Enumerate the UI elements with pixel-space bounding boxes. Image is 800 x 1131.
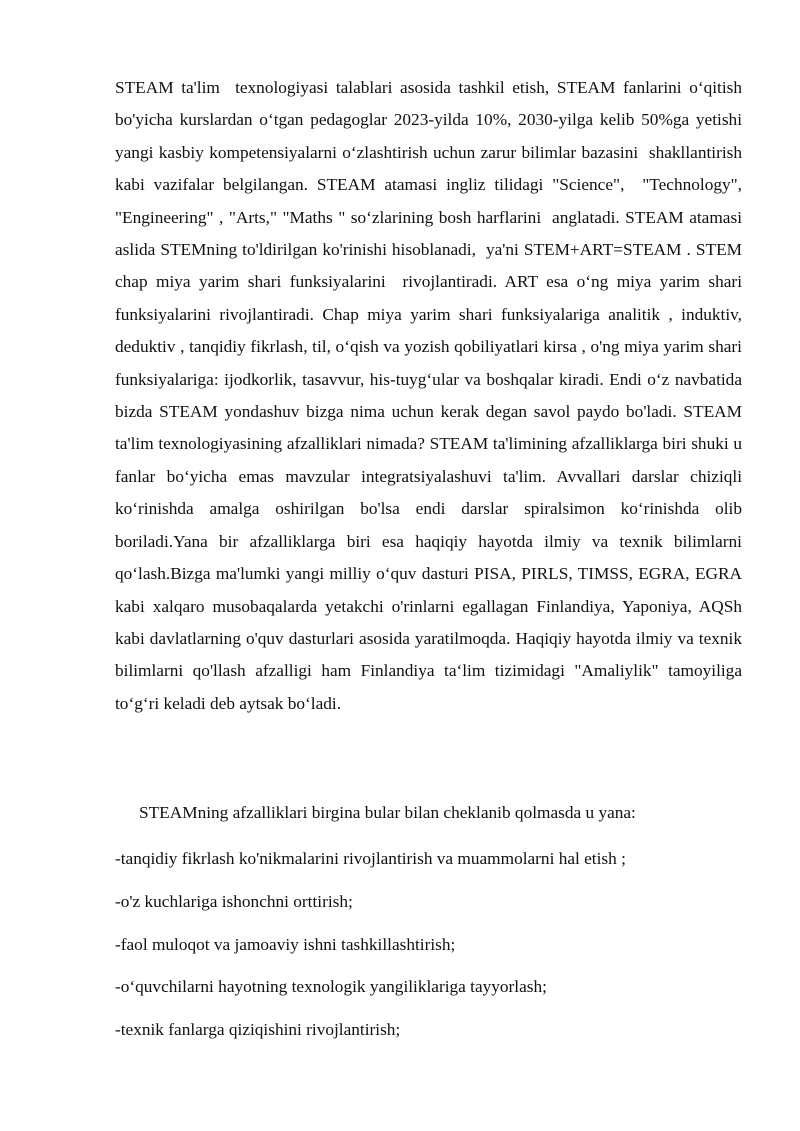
list-item: -faol muloqot va jamoaviy ishni tashkillashtirish; [115,934,456,954]
advantages-list [115,843,626,1057]
list-item: -texnik fanlarga qiziqishini rivojlantirish; [115,1020,401,1040]
list-intro-line: STEAMning afzalliklari birgina bular bilan cheklanib qolmasda u yana: [139,803,636,822]
list-item: -tanqidiy fikrlash ko'nikmalarini rivojlantirish va muammolarni hal etish ; [115,849,626,868]
list-item: -o‘quvchilarni hayotning texnologik yangiliklariga tayyorlash; [115,977,547,997]
list-item: -o'z kuchlariga ishonchni orttirish; [115,891,353,911]
main-paragraph: STEAM ta'lim texnologiyasi talablari asosida tashkil etish, STEAM fanlarini o‘qitish bo'yicha kurslardan o‘tgan pedagoglar 2023-yilda 10%, 2030-yilga kelib 50%ga yetishi yangi kasbiy kompetensiyalarni o‘zlashtirish uchun zarur bilimlar bazasini shakllantirish kabi vazifalar belgilangan. STEAM atamasi ingliz tilidagi "Science", "Technology", "Engineering" , "Arts," "Maths " so‘zlarining bosh harflarini anglatadi. STEAM atamasi aslida STEMning to'ldirilgan ko'rinishi hisoblanadi, ya'ni STEM+ART=STEAM . STEM chap miya yarim shari funksiyalarini rivojlantiradi. ART esa o‘ng miya yarim shari funksiyalarini rivojlantiradi. Chap miya yarim shari funksiyalariga analitik , induktiv, deduktiv , tanqidiy fikrlash, til, o‘qish va yozish qobiliyatlari kirsa , o'ng miya yarim shari funksiyalariga: ijodkorlik, tasavvur, his-tuyg‘ular va boshqalar kiradi. Endi o‘z navbatida bizda STEAM yondashuv bizga nima uchun kerak degan savol paydo bo'ladi. STEAM ta'lim texnologiyasining afzalliklari nimada? STEAM ta'limining afzalliklarga biri shuki u fanlar bo‘yicha emas mavzular integratsiyalashuvi ta'lim. Avvallari darslar chiziqli ko‘rinishda amalga oshirilgan bo'lsa endi darslar spiralsimon ko‘rinishda olib boriladi.Yana bir afzalliklarga biri esa haqiqiy hayotda ilmiy va texnik bilimlarni qo‘lash.Bizga ma'lumki yangi milliy o‘quv dasturi PISA, PIRLS, TIMSS, EGRA, EGRA kabi xalqaro musobaqalarda yetakchi o'rinlarni egallagan Finlandiya, Yaponiya, AQSh kabi davlatlarning o'quv dasturlari asosida yaratilmoqda. Haqiqiy hayotda ilmiy va texnik bilimlarni qo'llash afzalligi ham Finlandiya ta‘lim tizimidagi "Amaliylik" tamoyiliga to‘g‘ri keladi deb aytsak bo‘ladi. [115,78,751,713]
